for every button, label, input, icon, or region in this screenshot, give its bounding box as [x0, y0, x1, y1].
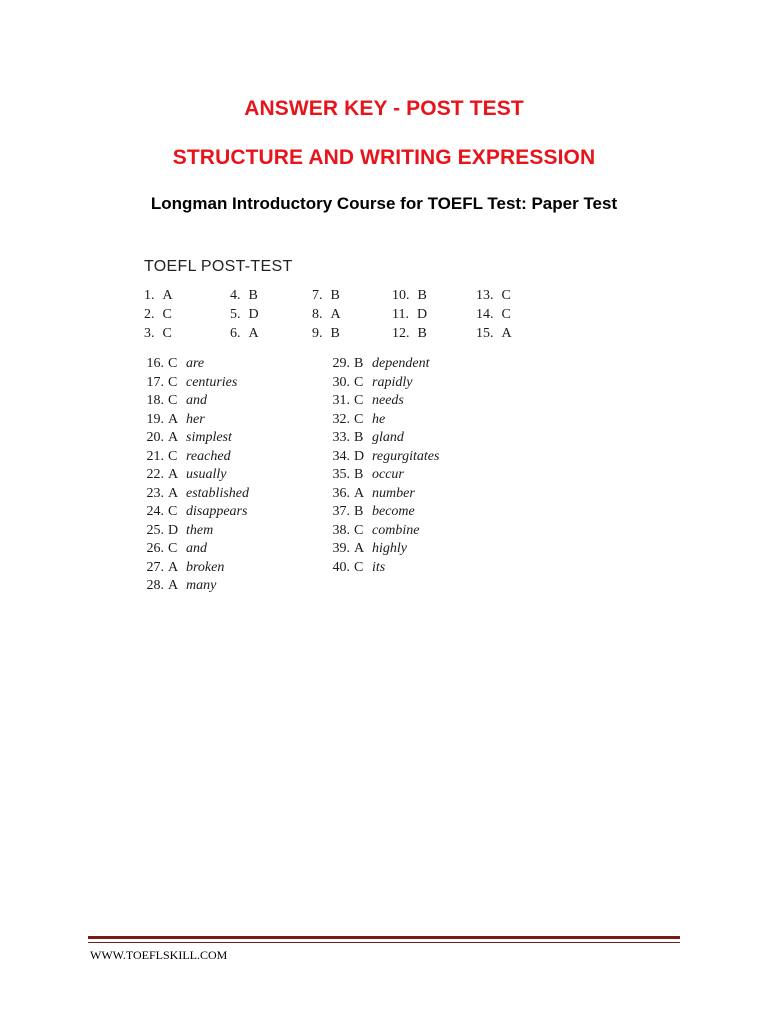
question-number: 18. — [146, 393, 164, 408]
answer-letter: A — [501, 326, 512, 341]
list-answer-item — [320, 560, 385, 576]
answer-word: centuries — [186, 374, 238, 390]
question-number: 9. — [312, 326, 323, 341]
grid-answer-item — [230, 288, 258, 304]
answer-letter: A — [168, 559, 179, 575]
answer-letter: B — [248, 288, 258, 303]
question-number: 8. — [312, 307, 323, 322]
question-number: 37. — [332, 504, 350, 519]
answer-word: occur — [372, 467, 404, 482]
answer-letter: B — [330, 288, 340, 303]
answer-letter: B — [417, 288, 427, 303]
answer-letter: C — [168, 541, 178, 556]
question-number: 39. — [332, 541, 350, 556]
question-number: 21. — [146, 448, 164, 464]
answer-letter: A — [162, 288, 173, 303]
question-number: 1. — [144, 288, 155, 303]
answer-word: needs — [372, 393, 404, 408]
answer-word: and — [186, 541, 207, 556]
grid-answer-item — [230, 307, 259, 323]
answer-letter: A — [330, 307, 341, 322]
answer-letter: C — [162, 307, 172, 322]
question-number: 36. — [332, 485, 350, 501]
answer-letter: D — [354, 448, 365, 464]
answer-word: its — [372, 559, 386, 575]
answer-letter: C — [168, 356, 178, 371]
question-number: 19. — [146, 411, 164, 427]
question-number: 22. — [146, 467, 164, 482]
question-number: 33. — [332, 430, 350, 445]
footer-rule-thin — [88, 942, 680, 943]
grid-answer-item — [312, 326, 340, 342]
answer-letter: A — [354, 485, 365, 501]
list-answer-item — [320, 486, 415, 502]
answer-letter: C — [168, 448, 178, 464]
question-number: 28. — [146, 578, 164, 593]
question-number: 10. — [392, 288, 410, 303]
grid-answer-item — [144, 307, 172, 323]
question-number: 40. — [332, 559, 350, 575]
list-answer-item — [320, 541, 407, 557]
answer-word: reached — [186, 448, 231, 464]
page-subtitle: Longman Introductory Course for TOEFL Test: Paper Test — [150, 194, 618, 213]
question-number: 24. — [146, 504, 164, 519]
answer-letter: B — [354, 356, 364, 371]
answer-letter: B — [354, 504, 364, 519]
answer-letter: D — [416, 307, 428, 322]
list-answer-item — [134, 430, 232, 446]
list-answer-item — [134, 578, 216, 594]
question-number: 20. — [146, 430, 164, 445]
grid-answer-item — [312, 307, 341, 323]
list-answer-item — [134, 393, 207, 409]
list-answer-item — [134, 504, 247, 520]
grid-answer-item — [476, 326, 512, 342]
question-number: 16. — [146, 356, 164, 371]
answer-letter: A — [168, 485, 179, 501]
scanned-answer-key — [134, 252, 554, 622]
list-answer-item — [320, 375, 412, 391]
list-answer-item — [134, 375, 237, 391]
list-answer-item — [320, 467, 404, 483]
list-answer-item — [320, 504, 415, 520]
answer-letter: A — [168, 578, 179, 593]
answer-letter: C — [168, 374, 178, 390]
grid-answer-item — [392, 326, 427, 342]
answer-letter: A — [248, 326, 259, 341]
question-number: 26. — [146, 541, 164, 556]
answer-word: broken — [186, 559, 225, 575]
answer-word: are — [186, 356, 205, 371]
answer-word: usually — [186, 467, 227, 482]
answer-letter: B — [354, 467, 364, 482]
answer-letter: B — [330, 326, 340, 341]
question-number: 30. — [332, 374, 350, 390]
answer-letter: C — [354, 374, 364, 390]
answer-letter: C — [354, 559, 364, 575]
question-number: 14. — [476, 307, 494, 322]
answer-word: simplest — [186, 430, 232, 445]
question-number: 11. — [392, 307, 409, 322]
list-answer-item — [320, 356, 430, 372]
grid-answer-item — [476, 307, 511, 323]
answer-letter: C — [501, 307, 511, 322]
question-number: 4. — [230, 288, 241, 303]
question-number: 7. — [312, 288, 323, 303]
list-answer-item — [320, 430, 404, 446]
answer-letter: A — [168, 467, 179, 482]
question-number: 5. — [230, 307, 241, 322]
answer-letter: B — [354, 430, 364, 445]
answer-word: gland — [372, 430, 404, 445]
answer-letter: A — [168, 430, 179, 445]
list-answer-item — [134, 486, 249, 502]
question-number: 34. — [332, 448, 350, 464]
list-answer-item — [134, 541, 207, 557]
list-answer-item — [320, 449, 439, 465]
answer-word: regurgitates — [372, 448, 440, 464]
footer-rule-thick — [88, 936, 680, 939]
list-answer-item — [320, 393, 404, 409]
list-answer-item — [134, 412, 205, 428]
answer-word: them — [186, 522, 214, 538]
grid-answer-item — [230, 326, 259, 342]
list-answer-item — [134, 523, 213, 539]
question-number: 23. — [146, 485, 164, 501]
grid-answer-item — [312, 288, 340, 304]
list-answer-item — [134, 560, 224, 576]
page-title-line-2: STRUCTURE AND WRITING EXPRESSION — [172, 146, 596, 169]
answer-word: disappears — [186, 504, 248, 519]
question-number: 27. — [146, 559, 164, 575]
footer-website: WWW.TOEFLSKILL.COM — [90, 948, 228, 962]
grid-answer-item — [392, 307, 427, 323]
scan-heading: TOEFL POST-TEST — [144, 258, 293, 275]
answer-word: rapidly — [372, 374, 413, 390]
answer-letter: D — [168, 522, 179, 538]
answer-word: become — [372, 504, 415, 519]
answer-letter: C — [501, 288, 511, 303]
answer-letter: D — [248, 307, 259, 322]
answer-word: many — [186, 578, 217, 593]
answer-word: established — [186, 485, 249, 501]
list-answer-item — [134, 356, 204, 372]
list-answer-item — [134, 467, 226, 483]
answer-word: he — [372, 411, 386, 427]
question-number: 35. — [332, 467, 350, 482]
question-number: 12. — [392, 326, 410, 341]
question-number: 17. — [146, 374, 164, 390]
answer-letter: A — [354, 541, 365, 556]
list-answer-item — [320, 412, 385, 428]
list-answer-item — [134, 449, 231, 465]
answer-letter: C — [168, 393, 178, 408]
list-answer-item — [320, 523, 419, 539]
question-number: 6. — [230, 326, 241, 341]
answer-word: and — [186, 393, 207, 408]
answer-letter: C — [162, 326, 172, 341]
question-number: 32. — [332, 411, 350, 427]
question-number: 15. — [476, 326, 494, 341]
answer-word: number — [372, 485, 415, 501]
grid-answer-item — [144, 288, 173, 304]
question-number: 3. — [144, 326, 155, 341]
answer-letter: C — [168, 504, 178, 519]
question-number: 25. — [146, 522, 164, 538]
answer-word: combine — [372, 522, 420, 538]
grid-answer-item — [144, 326, 172, 342]
answer-letter: C — [354, 393, 364, 408]
answer-letter: C — [354, 411, 364, 427]
question-number: 31. — [332, 393, 350, 408]
answer-word: her — [186, 411, 205, 427]
answer-letter: C — [354, 522, 364, 538]
page-title-line-1: ANSWER KEY - POST TEST — [244, 97, 524, 120]
question-number: 13. — [476, 288, 494, 303]
answer-letter: A — [168, 411, 179, 427]
answer-word: dependent — [372, 356, 430, 371]
grid-answer-item — [392, 288, 427, 304]
answer-letter: B — [417, 326, 427, 341]
question-number: 38. — [332, 522, 350, 538]
question-number: 29. — [332, 356, 350, 371]
grid-answer-item — [476, 288, 511, 304]
answer-word: highly — [372, 541, 407, 556]
question-number: 2. — [144, 307, 155, 322]
